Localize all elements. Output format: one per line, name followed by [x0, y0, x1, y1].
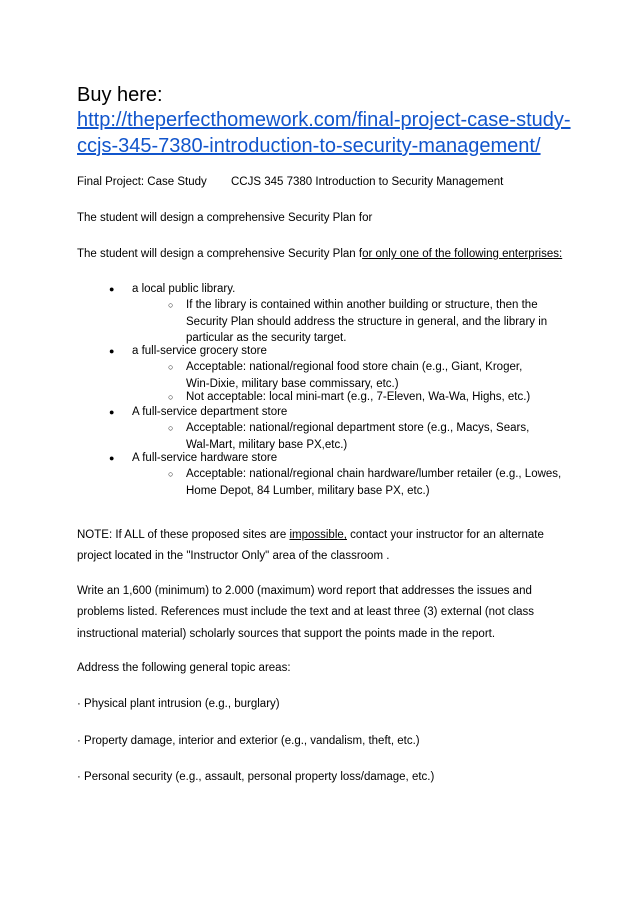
sub-item-line: Wal-Mart, military base PX,etc.): [186, 438, 348, 451]
intro-underlined: or only one of the following enterprises:: [362, 248, 563, 260]
note-line-1: [77, 527, 544, 543]
list-item-label: A full-service department store: [132, 406, 288, 418]
address-heading: Address the following general topic areas:: [77, 662, 291, 674]
topic-item: · Physical plant intrusion (e.g., burglary): [77, 698, 280, 710]
header-left: Final Project: Case Study: [77, 176, 207, 188]
bullet-icon: ●: [109, 284, 115, 294]
list-item-label: a local public library.: [132, 283, 236, 295]
sub-item-line: Security Plan should address the structure in general, and the library in: [186, 315, 548, 328]
topic-item: · Property damage, interior and exterior (e.g., vandalism, theft, etc.): [77, 735, 420, 747]
bullet-icon: ●: [109, 346, 115, 356]
sub-item-line: If the library is contained within another building or structure, then the: [186, 299, 538, 311]
sub-item-line: Acceptable: national/regional food store chain (e.g., Giant, Kroger,: [186, 361, 523, 373]
sub-item-line: Acceptable: national/regional chain hardware/lumber retailer (e.g., Lowes,: [186, 468, 562, 480]
write-line-1: Write an 1,600 (minimum) to 2.000 (maximum) word report that addresses the issues and: [77, 585, 532, 597]
note-prefix: NOTE: If ALL of these proposed sites are: [77, 529, 290, 541]
sub-item-line: Acceptable: national/regional department store (e.g., Macys, Sears,: [186, 422, 530, 434]
product-link-line-2[interactable]: ccjs-345-7380-introduction-to-security-management/: [77, 135, 541, 157]
document-header: [77, 174, 503, 190]
product-link-line-1[interactable]: http://theperfecthomework.com/final-project-case-study-: [77, 109, 571, 131]
intro-prefix: The student will design a comprehensive Security Plan f: [77, 248, 363, 260]
note-suffix: contact your instructor for an alternate: [346, 529, 544, 541]
write-line-2: problems listed. References must include the text and at least three (3) external (not class: [77, 606, 535, 618]
topic-item: · Personal security (e.g., assault, personal property loss/damage, etc.): [77, 771, 435, 783]
intro-line-1: The student will design a comprehensive Security Plan for: [77, 212, 373, 224]
header-right: CCJS 345 7380 Introduction to Security Management: [231, 176, 504, 188]
sub-bullet-icon: ○: [168, 300, 174, 310]
sub-item-line: Win-Dixie, military base commissary, etc.): [186, 377, 399, 390]
bullet-icon: ●: [109, 453, 115, 463]
sub-bullet-icon: ○: [168, 469, 174, 479]
sub-bullet-icon: ○: [168, 423, 174, 433]
write-line-3: instructional material) scholarly sources that support the points made in the report.: [77, 628, 496, 640]
list-item-label: A full-service hardware store: [132, 452, 278, 464]
sub-bullet-icon: ○: [168, 362, 174, 372]
note-underlined: impossible,: [289, 529, 347, 541]
list-item-label: a full-service grocery store: [132, 345, 267, 357]
bullet-icon: ●: [109, 407, 115, 417]
sub-bullet-icon: ○: [168, 392, 174, 402]
note-line-2: project located in the "Instructor Only" area of the classroom .: [77, 550, 390, 562]
sub-item-line: particular as the security target.: [186, 332, 347, 345]
buy-here-label: Buy here:: [77, 84, 163, 106]
intro-line-2: [77, 246, 562, 262]
sub-item-line: Home Depot, 84 Lumber, military base PX, etc.): [186, 484, 430, 497]
sub-item-line: Not acceptable: local mini-mart (e.g., 7-Eleven, Wa-Wa, Highs, etc.): [186, 391, 531, 403]
